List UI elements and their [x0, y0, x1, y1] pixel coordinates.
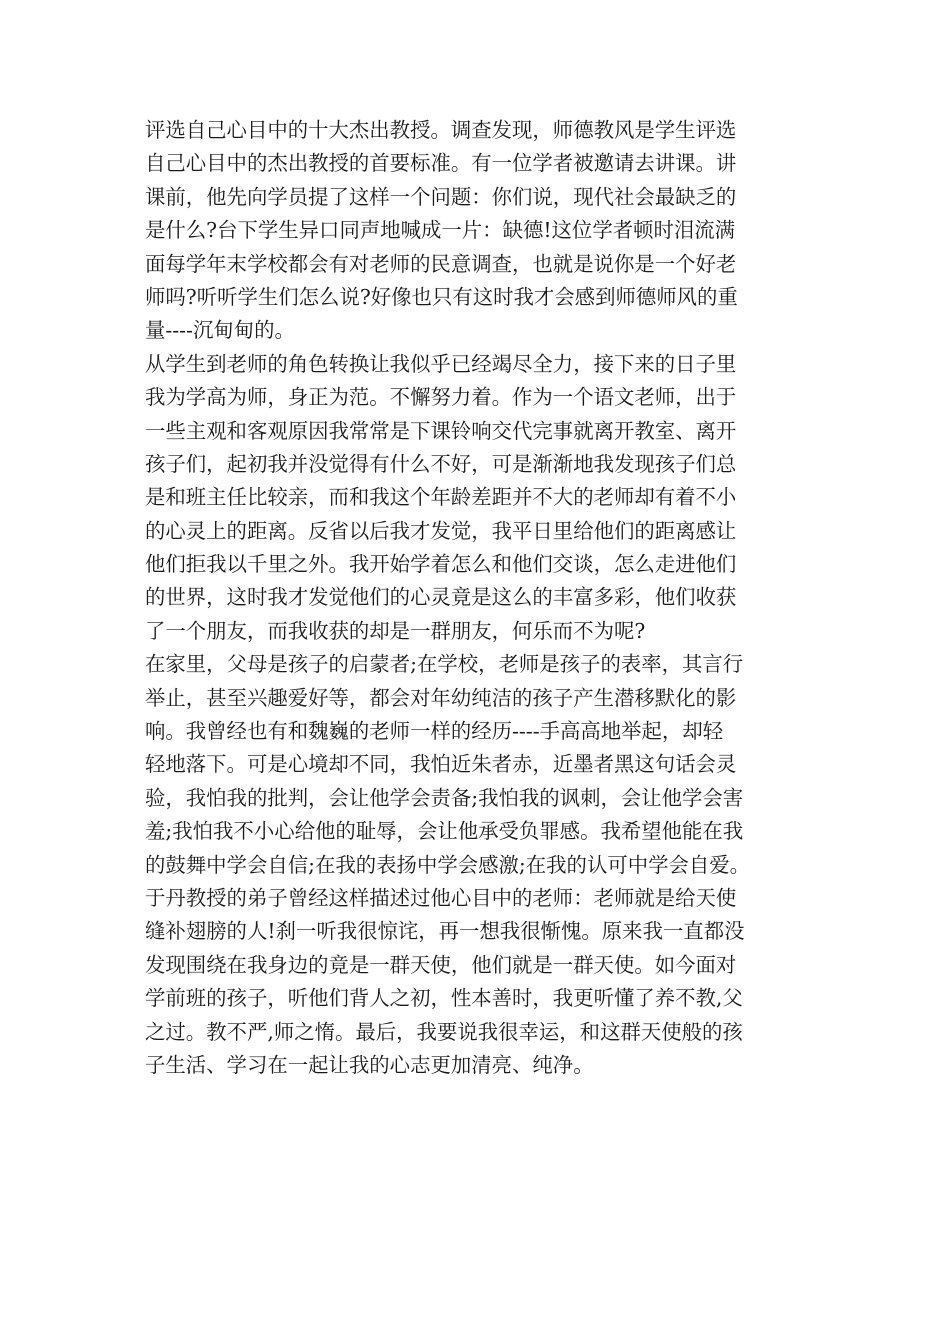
text-line: 的心灵上的距离。反省以后我才发觉，我平日里给他们的距离感让 [145, 518, 737, 543]
text-line: 自己心目中的杰出教授的首要标准。有一位学者被邀请去讲课。讲 [145, 151, 737, 176]
text-line: 师吗?听听学生们怎么说?好像也只有这时我才会感到师德师风的重 [145, 284, 738, 309]
text-line: 的鼓舞中学会自信;在我的表扬中学会感激;在我的认可中学会自爱。 [145, 852, 751, 877]
text-line: 了一个朋友，而我收获的却是一群朋友，何乐而不为呢? [145, 618, 646, 643]
text-line: 子生活、学习在一起让我的心志更加清亮、纯净。 [145, 1052, 594, 1077]
text-line: 于丹教授的弟子曾经这样描述过他心目中的老师：老师就是给天使 [145, 885, 737, 910]
text-line: 孩子们，起初我并没觉得有什么不好，可是渐渐地我发现孩子们总 [145, 451, 737, 476]
text-line: 面每学年末学校都会有对老师的民意调查，也就是说你是一个好老 [145, 251, 737, 276]
text-line: 响。我曾经也有和魏巍的老师一样的经历----手高高地举起，却轻 [145, 719, 724, 744]
text-line: 一些主观和客观原因我常常是下课铃响交代完事就离开教室、离开 [145, 418, 737, 443]
text-line: 量----沉甸甸的。 [145, 318, 295, 343]
text-line: 羞;我怕我不小心给他的耻辱，会让他承受负罪感。我希望他能在我 [145, 819, 744, 844]
text-line: 之过。教不严,师之惰。最后，我要说我很幸运，和这群天使般的孩 [145, 1019, 743, 1044]
text-line: 我为学高为师，身正为范。不懈努力着。作为一个语文老师，出于 [145, 385, 737, 410]
text-line: 是什么?台下学生异口同声地喊成一片：缺德!这位学者顿时泪流满 [145, 218, 736, 243]
text-line: 举止，甚至兴趣爱好等，都会对年幼纯洁的孩子产生潜移默化的影 [145, 685, 737, 710]
text-line: 学前班的孩子，听他们背人之初，性本善时，我更听懂了养不教,父 [145, 986, 743, 1011]
text-line: 从学生到老师的角色转换让我似乎已经竭尽全力，接下来的日子里 [145, 351, 737, 376]
text-line: 缝补翅膀的人!刹一听我很惊诧，再一想我很惭愧。原来我一直都没 [145, 919, 745, 944]
text-line: 课前，他先向学员提了这样一个问题：你们说，现代社会最缺乏的 [145, 184, 737, 209]
text-line: 的世界，这时我才发觉他们的心灵竟是这么的丰富多彩，他们收获 [145, 585, 737, 610]
text-line: 轻地落下。可是心境却不同，我怕近朱者赤，近墨者黑这句话会灵 [145, 752, 737, 777]
text-line: 他们拒我以千里之外。我开始学着怎么和他们交谈，怎么走进他们 [145, 552, 737, 577]
document-body [145, 114, 805, 1082]
text-line: 发现围绕在我身边的竟是一群天使，他们就是一群天使。如今面对 [145, 952, 737, 977]
text-line: 评选自己心目中的十大杰出教授。调查发现，师德教风是学生评选 [145, 118, 737, 142]
text-line: 是和班主任比较亲，而和我这个年龄差距并不大的老师却有着不小 [145, 485, 737, 510]
text-line: 验，我怕我的批判，会让他学会责备;我怕我的讽刺，会让他学会害 [145, 785, 744, 810]
text-line: 在家里，父母是孩子的启蒙者;在学校，老师是孩子的表率，其言行 [145, 652, 744, 677]
